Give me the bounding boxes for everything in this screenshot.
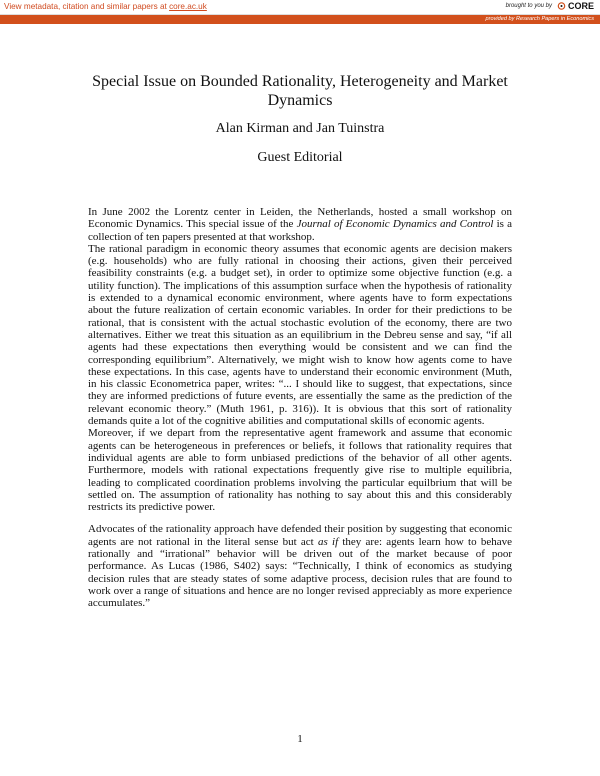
core-logo-icon [557, 1, 566, 11]
journal-name: Journal of Economic Dynamics and Control [296, 218, 494, 231]
paragraph-1-part-b: is a collection of ten papers presented at that workshop. [88, 218, 512, 243]
paragraph-1-part-a: In June 2002 the Lorentz center in Leiden, the Netherlands, hosted a small workshop on Economic Dynamics. This special issue of the [88, 206, 512, 231]
paragraph-2: The rational paradigm in economic theory assumes that economic agents are decision makers (e.g. households) who are fully rational in choosing their actions, given their perceived feasibility constraints (e.g. a budget set), in order to optimize some objective function (e.g. a utility function). The implications of this assumption surface when the hypothesis of rationality is extended to a dynamical economic environment, where agents have to form expectations about the future realization of certain economic variables. In order for their predictions to be rational, that is consistent with the actual stochastic evolution of the economy, there are two alternatives. Either we treat this situation as an equilibrium in the Debreu sense and say, “if all agents had these expectations then everything would be consistent and we can find the corresponding equilibrium”. Alternatively, we might wish to know how agents come to have these expectations. In this case, agents have to understand their economic environment (Muth, in his classic Econometrica paper, writes: “... I should like to suggest, that expectations, since they are informed predictions of future events, are essentially the same as the prediction of the relevant economic theory.” (Muth 1961, p. 316)). It is obvious that this sort of rationality demands quite a lot of the cognitive abilities and computational skills of economic agents. [88, 242, 512, 428]
core-logo-text: CORE [567, 1, 594, 11]
core-link-domain: core.ac.uk [169, 2, 207, 11]
core-header-bar [0, 0, 600, 15]
core-logo[interactable] [557, 1, 594, 11]
paragraph-3: Moreover, if we depart from the representative agent framework and assume that economic agents can be heterogeneous in preferences or beliefs, it follows that rationality requires that individual agents are able to form unbiased predictions of the behavior of all other agents. Furthermore, models with rational expectations frequently give rise to multiple equilibria, leading to complicated coordination problems involving the particular equilbrium that will be settled on. The assumption of rationality has nothing to say about this and this considerably restricts its predictive power. [88, 427, 512, 514]
paper-body [88, 206, 512, 610]
paragraph-4-part-b: they are: agents learn how to behave rationally and “irrational” behavior will be driven out of the market because of poor performance. As Lucas (1986, S402) says: “Technically, I think of economics as studying decision rules that are steady states of some adaptive process, decision rules that are found to work over a range of situations and hence are no longer revised appreciably as more experience accumulates.” [88, 535, 512, 610]
core-link-prefix: View metadata, citation and similar papers at [4, 2, 170, 11]
paragraph-1 [88, 206, 512, 243]
provided-by-bar [0, 15, 600, 24]
paper-authors: Alan Kirman and Jan Tuinstra [215, 121, 385, 136]
page-number: 1 [297, 733, 303, 745]
brought-by-label: brought to you by [505, 3, 552, 9]
paper-title: Special Issue on Bounded Rationality, Heterogeneity and Market Dynamics [92, 73, 508, 109]
paper-subtitle: Guest Editorial [257, 150, 343, 165]
core-metadata-link[interactable] [4, 2, 207, 11]
paragraph-4-part-a: Advocates of the rationality approach have defended their position by suggesting that economic agents are not rational in the literal sense but act [88, 523, 512, 548]
paragraph-4 [88, 523, 512, 609]
provided-by-label[interactable]: provided by Research Papers in Economics [485, 16, 594, 22]
as-if-emphasis: as if [317, 535, 339, 548]
